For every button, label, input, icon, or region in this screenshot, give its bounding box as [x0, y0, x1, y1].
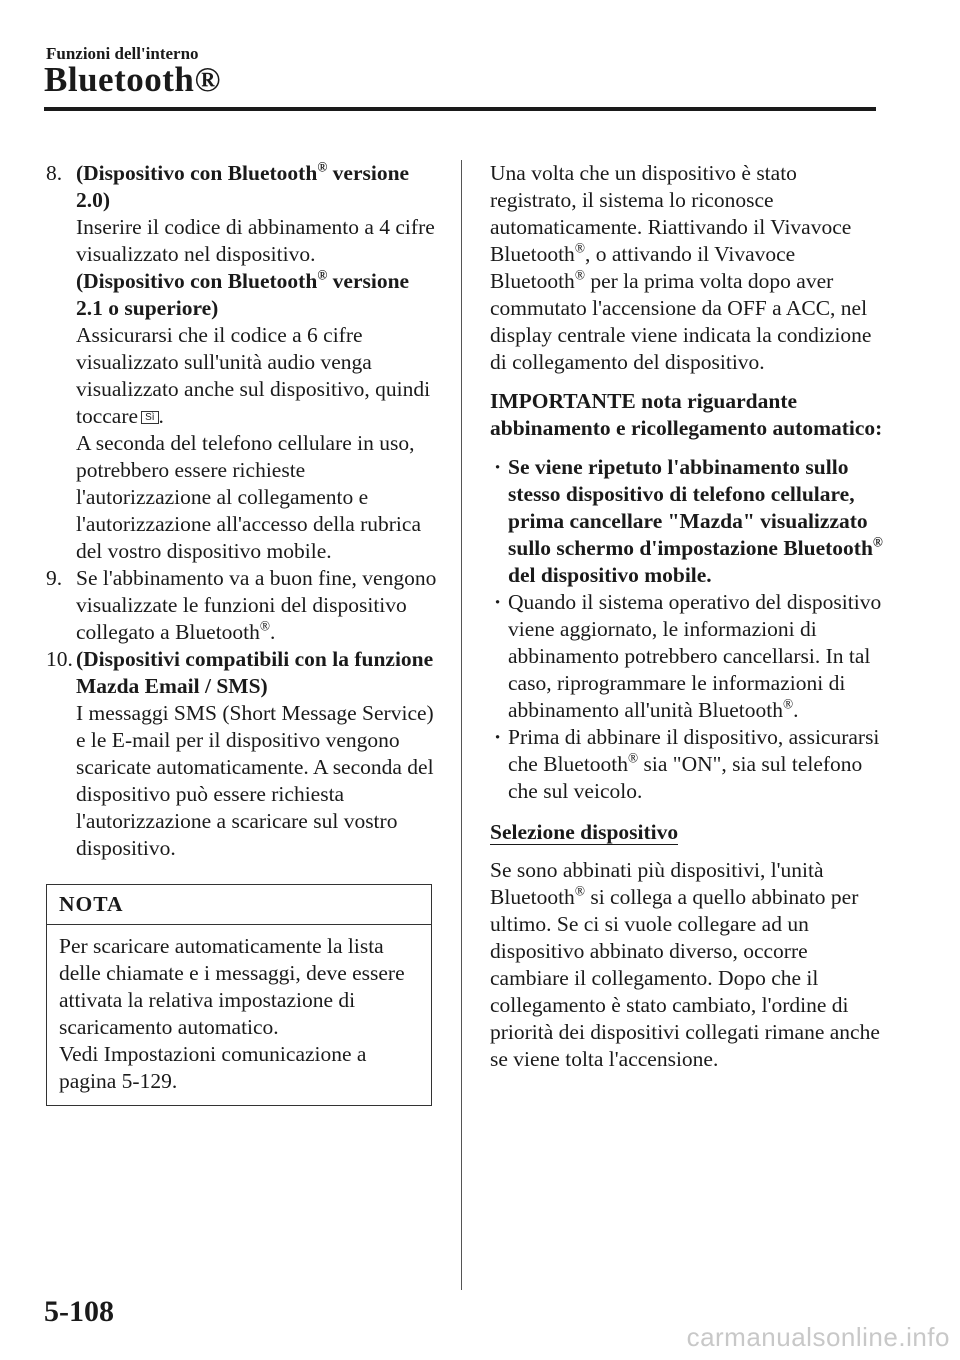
bullet-item: · Se viene ripetuto l'abbinamento sullo stesso dispositivo di telefono cellulare, prima cancellare "Mazda" visualizzato sullo schermo d'impostazione Bluetooth® del dispositivo mobile. — [494, 455, 883, 587]
step-number: 8. — [46, 161, 63, 185]
step-number: 10. — [46, 647, 73, 671]
subsection-heading: Selezione dispositivo — [490, 820, 679, 844]
step-8-text-v20: Inserire il codice di abbinamento a 4 cifre visualizzato nel dispositivo. — [76, 215, 435, 266]
left-column — [46, 160, 438, 1106]
step-8 — [46, 160, 438, 565]
registration-paragraph: Una volta che un dispositivo è stato registrato, il sistema lo riconosce automaticamente. Riattivando il Vivavoce Bluetooth®, o attivando il Vivavoce Bluetooth® per la prima volta dopo aver commutato l'accensione da OFF a ACC, nel display centrale viene indicata la condizione di collegamento del dispositivo. — [490, 161, 872, 374]
important-heading: IMPORTANTE nota riguardante abbinamento e ricollegamento automatico: — [490, 389, 883, 440]
note-page-reference: Vedi Impostazioni comunicazione a pagina 5-129. — [59, 1042, 367, 1093]
step-8-text-permission: A seconda del telefono cellulare in uso, potrebbero essere richieste l'autorizzazione al collegamento e l'autorizzazione all'accesso della rubrica del vostro dispositivo mobile. — [76, 431, 421, 563]
step-8-text-v21: Assicurarsi che il codice a 6 cifre visualizzato sull'unità audio venga visualizzato anche sul dispositivo, quindi toccare Sì . — [76, 323, 431, 428]
bullet-icon: · — [494, 455, 502, 479]
bullet-item: · Prima di abbinare il dispositivo, assicurarsi che Bluetooth® sia "ON", sia sul telefono che sul veicolo. — [494, 725, 880, 803]
right-column — [490, 160, 886, 1085]
page-title: Bluetooth® — [44, 60, 221, 99]
step-8-heading-v21: (Dispositivo con Bluetooth® versione 2.1 o superiore) — [76, 267, 410, 320]
watermark: carmanualsonline.info — [686, 1322, 950, 1352]
page-number: 5-108 — [44, 1295, 114, 1328]
step-9 — [46, 565, 438, 646]
device-selection-paragraph: Se sono abbinati più dispositivi, l'unità Bluetooth® si collega a quello abbinato per ultimo. Se ci si vuole collegare ad un dispositivo abbinato diverso, occorre cambiare il collegamento. Dopo che il collegamento è stato cambiato, l'ordine di priorità dei dispositivi collegati rimane anche se viene tolta l'accensione. — [490, 858, 880, 1071]
bullet-icon: · — [494, 725, 502, 749]
header-rule — [44, 107, 876, 111]
si-button-icon: Sì — [141, 411, 158, 424]
note-heading: NOTA — [47, 885, 431, 925]
step-10-text: I messaggi SMS (Short Message Service) e le E-mail per il dispositivo vengono scaricate automaticamente. A seconda del dispositivo può essere richiesta l'autorizzazione a scaricare sul vostro dispositivo. — [76, 701, 434, 860]
step-8-heading-v20: (Dispositivo con Bluetooth® versione 2.0) — [76, 159, 410, 212]
note-text: Per scaricare automaticamente la lista delle chiamate e i messaggi, deve essere attivata la relativa impostazione di scaricamento automatico. — [59, 934, 405, 1039]
step-9-text: Se l'abbinamento va a buon fine, vengono visualizzate le funzioni del dispositivo collegato a Bluetooth®. — [76, 566, 437, 644]
note-body — [47, 925, 431, 1105]
bullet-icon: · — [494, 590, 502, 614]
bullet-item: · Quando il sistema operativo del dispositivo viene aggiornato, le informazioni di abbinamento potrebbero cancellarsi. In tal caso, riprogrammare le informazioni di abbinamento all'unità Bluetooth®. — [494, 590, 882, 722]
section-label: Funzioni dell'interno — [46, 44, 199, 63]
step-10 — [46, 646, 438, 862]
note-box — [46, 884, 432, 1106]
column-divider — [461, 160, 462, 1290]
step-10-heading: (Dispositivi compatibili con la funzione Mazda Email / SMS) — [76, 647, 434, 698]
step-number: 9. — [46, 566, 63, 590]
